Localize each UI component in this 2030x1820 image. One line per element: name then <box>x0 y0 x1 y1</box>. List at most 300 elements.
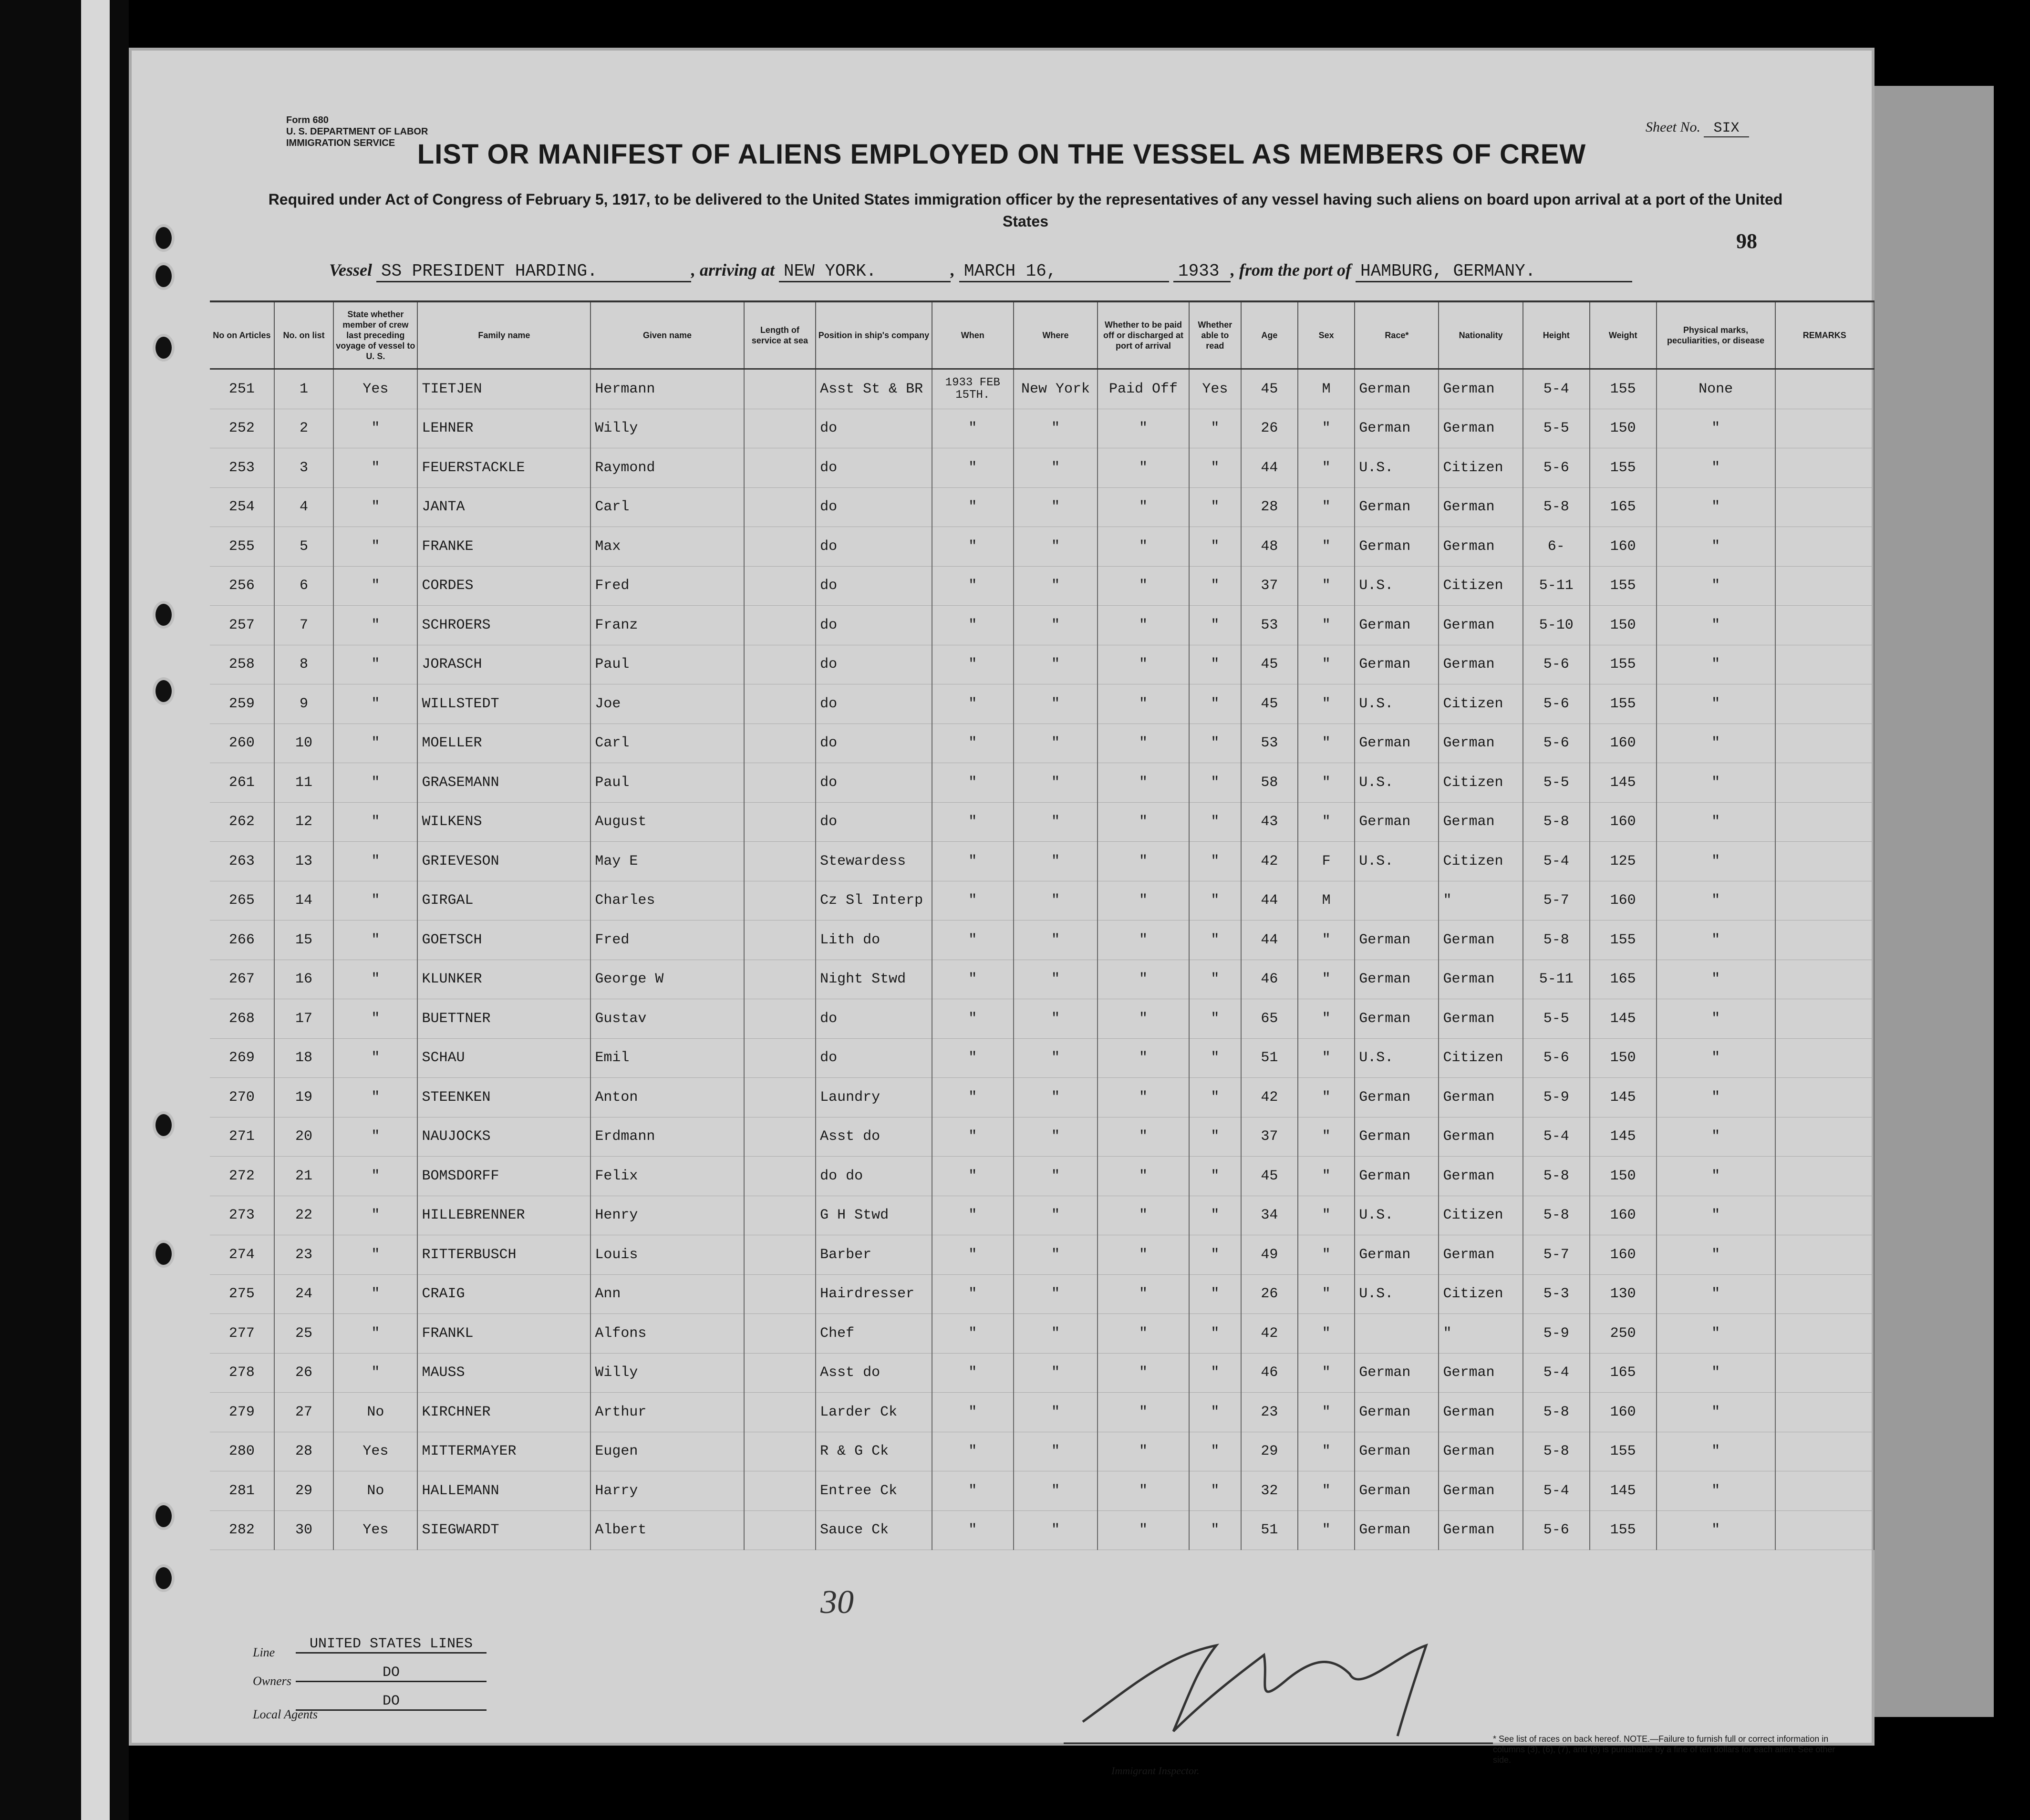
cell-sex: " <box>1298 527 1355 567</box>
cell-position: do <box>816 684 932 724</box>
cell-length <box>744 881 816 920</box>
cell-remarks <box>1775 1432 1875 1471</box>
cell-age: 46 <box>1241 960 1298 999</box>
cell-when: " <box>932 1353 1014 1393</box>
cell-remarks <box>1775 1471 1875 1511</box>
cell-given: Arthur <box>590 1393 744 1432</box>
cell-family: GRASEMANN <box>417 763 590 803</box>
cell-race: German <box>1355 920 1439 960</box>
cell-weight: 155 <box>1590 920 1657 960</box>
table-row <box>210 448 1874 488</box>
cell-weight: 150 <box>1590 606 1657 645</box>
cell-read: " <box>1189 448 1241 488</box>
cell-weight: 160 <box>1590 881 1657 920</box>
cell-age: 48 <box>1241 527 1298 567</box>
col-member: State whether member of crew last preceding voyage of vessel to U. S. <box>333 302 417 369</box>
cell-family: HALLEMANN <box>417 1471 590 1511</box>
cell-art: 252 <box>210 409 274 448</box>
cell-nationality: German <box>1439 1353 1522 1393</box>
cell-weight: 160 <box>1590 527 1657 567</box>
cell-family: GOETSCH <box>417 920 590 960</box>
cell-nationality: German <box>1439 645 1522 684</box>
cell-no: 4 <box>274 487 333 527</box>
cell-position: Entree Ck <box>816 1471 932 1511</box>
cell-when: " <box>932 487 1014 527</box>
cell-given: George W <box>590 960 744 999</box>
cell-age: 42 <box>1241 1314 1298 1354</box>
cell-when: " <box>932 645 1014 684</box>
cell-sex: " <box>1298 1353 1355 1393</box>
cell-given: Franz <box>590 606 744 645</box>
table-row <box>210 960 1874 999</box>
cell-marks: " <box>1657 1393 1775 1432</box>
cell-read: " <box>1189 1235 1241 1275</box>
col-remarks: REMARKS <box>1775 302 1875 369</box>
cell-no: 12 <box>274 802 333 842</box>
cell-family: WILKENS <box>417 802 590 842</box>
cell-race <box>1355 1314 1439 1354</box>
cell-read: " <box>1189 1157 1241 1196</box>
cell-sex: " <box>1298 1235 1355 1275</box>
col-read: Whether able to read <box>1189 302 1241 369</box>
cell-position: do <box>816 1038 932 1078</box>
cell-member: " <box>333 684 417 724</box>
cell-art: 275 <box>210 1274 274 1314</box>
cell-member: No <box>333 1393 417 1432</box>
cell-art: 261 <box>210 763 274 803</box>
cell-when: " <box>932 606 1014 645</box>
cell-height: 5-8 <box>1523 920 1590 960</box>
cell-race: German <box>1355 802 1439 842</box>
cell-no: 15 <box>274 920 333 960</box>
cell-race: U.S. <box>1355 1196 1439 1235</box>
cell-length <box>744 448 816 488</box>
cell-sex: " <box>1298 566 1355 606</box>
cell-when: " <box>932 960 1014 999</box>
cell-race: German <box>1355 960 1439 999</box>
cell-where: " <box>1014 724 1098 763</box>
cell-art: 279 <box>210 1393 274 1432</box>
page-number: 98 <box>1736 229 1757 253</box>
cell-remarks <box>1775 1353 1875 1393</box>
cell-read: " <box>1189 842 1241 881</box>
cell-age: 37 <box>1241 566 1298 606</box>
cell-age: 42 <box>1241 1078 1298 1117</box>
cell-when: " <box>932 684 1014 724</box>
cell-read: " <box>1189 1314 1241 1354</box>
owners-label: Owners <box>253 1674 291 1688</box>
cell-marks: " <box>1657 1157 1775 1196</box>
cell-art: 271 <box>210 1117 274 1157</box>
table-row <box>210 763 1874 803</box>
inspector-label: Immigrant Inspector. <box>1111 1765 1200 1777</box>
cell-race: German <box>1355 369 1439 409</box>
cell-given: Raymond <box>590 448 744 488</box>
cell-where: " <box>1014 763 1098 803</box>
cell-art: 274 <box>210 1235 274 1275</box>
cell-marks: " <box>1657 1117 1775 1157</box>
cell-length <box>744 960 816 999</box>
cell-nationality: Citizen <box>1439 566 1522 606</box>
cell-paid: " <box>1098 527 1189 567</box>
binder-hole <box>153 1502 175 1530</box>
cell-paid: " <box>1098 606 1189 645</box>
cell-when: " <box>932 1117 1014 1157</box>
cell-nationality: German <box>1439 1235 1522 1275</box>
cell-nationality: German <box>1439 920 1522 960</box>
cell-nationality: German <box>1439 409 1522 448</box>
agents-label: Local Agents <box>253 1707 318 1721</box>
cell-member: " <box>333 1038 417 1078</box>
cell-length <box>744 566 816 606</box>
cell-age: 46 <box>1241 1353 1298 1393</box>
cell-member: " <box>333 1274 417 1314</box>
cell-paid: " <box>1098 1196 1189 1235</box>
cell-sex: M <box>1298 369 1355 409</box>
cell-remarks <box>1775 409 1875 448</box>
cell-no: 17 <box>274 999 333 1039</box>
cell-position: do <box>816 566 932 606</box>
cell-paid: " <box>1098 999 1189 1039</box>
cell-member: " <box>333 645 417 684</box>
binder-hole <box>153 1111 175 1139</box>
cell-position: Asst St & BR <box>816 369 932 409</box>
agents-value: DO <box>296 1693 487 1711</box>
cell-nationality: German <box>1439 1117 1522 1157</box>
cell-art: 278 <box>210 1353 274 1393</box>
col-age: Age <box>1241 302 1298 369</box>
cell-height: 5-7 <box>1523 881 1590 920</box>
cell-when: " <box>932 1510 1014 1550</box>
cell-no: 29 <box>274 1471 333 1511</box>
cell-marks: " <box>1657 763 1775 803</box>
cell-family: NAUJOCKS <box>417 1117 590 1157</box>
cell-art: 260 <box>210 724 274 763</box>
table-row <box>210 1510 1874 1550</box>
cell-paid: " <box>1098 920 1189 960</box>
cell-art: 256 <box>210 566 274 606</box>
cell-no: 24 <box>274 1274 333 1314</box>
cell-length <box>744 645 816 684</box>
cell-age: 45 <box>1241 684 1298 724</box>
cell-marks: " <box>1657 1038 1775 1078</box>
cell-race: German <box>1355 645 1439 684</box>
service: IMMIGRATION SERVICE <box>286 138 395 148</box>
cell-no: 25 <box>274 1314 333 1354</box>
cell-paid: " <box>1098 1314 1189 1354</box>
cell-sex: " <box>1298 1393 1355 1432</box>
cell-age: 32 <box>1241 1471 1298 1511</box>
cell-length <box>744 1117 816 1157</box>
cell-age: 43 <box>1241 802 1298 842</box>
cell-where: New York <box>1014 369 1098 409</box>
cell-where: " <box>1014 1274 1098 1314</box>
col-length: Length of service at sea <box>744 302 816 369</box>
table-row <box>210 999 1874 1039</box>
cell-race: German <box>1355 1117 1439 1157</box>
cell-remarks <box>1775 645 1875 684</box>
table-row <box>210 842 1874 881</box>
line-value: UNITED STATES LINES <box>296 1636 487 1654</box>
cell-member: " <box>333 1314 417 1354</box>
cell-race: German <box>1355 1510 1439 1550</box>
cell-no: 10 <box>274 724 333 763</box>
cell-height: 5-5 <box>1523 409 1590 448</box>
cell-height: 5-4 <box>1523 1117 1590 1157</box>
cell-race: German <box>1355 527 1439 567</box>
table-row <box>210 1314 1874 1354</box>
col-no: No. on list <box>274 302 333 369</box>
cell-remarks <box>1775 999 1875 1039</box>
cell-no: 18 <box>274 1038 333 1078</box>
cell-age: 45 <box>1241 369 1298 409</box>
binder-hole <box>153 262 175 290</box>
cell-art: 262 <box>210 802 274 842</box>
cell-sex: " <box>1298 763 1355 803</box>
cell-height: 5-5 <box>1523 999 1590 1039</box>
cell-marks: " <box>1657 1353 1775 1393</box>
cell-nationality: " <box>1439 881 1522 920</box>
cell-paid: " <box>1098 960 1189 999</box>
cell-position: Asst do <box>816 1353 932 1393</box>
cell-no: 11 <box>274 763 333 803</box>
cell-length <box>744 1038 816 1078</box>
cell-remarks <box>1775 606 1875 645</box>
cell-art: 266 <box>210 920 274 960</box>
cell-race: U.S. <box>1355 842 1439 881</box>
cell-weight: 160 <box>1590 1196 1657 1235</box>
cell-race: German <box>1355 1432 1439 1471</box>
cell-nationality: " <box>1439 1314 1522 1354</box>
cell-family: SIEGWARDT <box>417 1510 590 1550</box>
cell-paid: " <box>1098 724 1189 763</box>
cell-member: " <box>333 724 417 763</box>
cell-art: 281 <box>210 1471 274 1511</box>
cell-given: May E <box>590 842 744 881</box>
cell-length <box>744 1353 816 1393</box>
cell-where: " <box>1014 1353 1098 1393</box>
table-row <box>210 487 1874 527</box>
cell-length <box>744 1510 816 1550</box>
table-row <box>210 645 1874 684</box>
cell-marks: " <box>1657 1432 1775 1471</box>
cell-height: 5-6 <box>1523 724 1590 763</box>
cell-race: German <box>1355 1235 1439 1275</box>
cell-race: German <box>1355 724 1439 763</box>
cell-position: Stewardess <box>816 842 932 881</box>
arrival-date: MARCH 16, <box>959 261 1169 282</box>
cell-length <box>744 1432 816 1471</box>
cell-height: 5-10 <box>1523 606 1590 645</box>
cell-no: 30 <box>274 1510 333 1550</box>
cell-member: " <box>333 1196 417 1235</box>
cell-length <box>744 684 816 724</box>
table-body <box>210 369 1874 1550</box>
table-row <box>210 1078 1874 1117</box>
cell-no: 7 <box>274 606 333 645</box>
cell-no: 16 <box>274 960 333 999</box>
cell-family: STEENKEN <box>417 1078 590 1117</box>
cell-weight: 160 <box>1590 1235 1657 1275</box>
cell-art: 253 <box>210 448 274 488</box>
cell-weight: 130 <box>1590 1274 1657 1314</box>
cell-position: do <box>816 606 932 645</box>
cell-art: 258 <box>210 645 274 684</box>
cell-member: " <box>333 1235 417 1275</box>
cell-given: Harry <box>590 1471 744 1511</box>
cell-sex: M <box>1298 881 1355 920</box>
cell-family: MAUSS <box>417 1353 590 1393</box>
cell-given: Felix <box>590 1157 744 1196</box>
table-row <box>210 1432 1874 1471</box>
cell-read: " <box>1189 1510 1241 1550</box>
cell-where: " <box>1014 1157 1098 1196</box>
cell-position: Cz Sl Interp <box>816 881 932 920</box>
cell-remarks <box>1775 1078 1875 1117</box>
cell-sex: " <box>1298 1117 1355 1157</box>
cell-length <box>744 369 816 409</box>
cell-position: R & G Ck <box>816 1432 932 1471</box>
cell-paid: " <box>1098 1038 1189 1078</box>
cell-nationality: German <box>1439 606 1522 645</box>
cell-no: 1 <box>274 369 333 409</box>
cell-height: 5-6 <box>1523 1510 1590 1550</box>
crew-table <box>210 300 1875 1633</box>
cell-where: " <box>1014 1314 1098 1354</box>
cell-age: 29 <box>1241 1432 1298 1471</box>
cell-position: Chef <box>816 1314 932 1354</box>
cell-member: " <box>333 1078 417 1117</box>
cell-age: 26 <box>1241 409 1298 448</box>
cell-age: 44 <box>1241 448 1298 488</box>
cell-given: Carl <box>590 487 744 527</box>
cell-paid: " <box>1098 1353 1189 1393</box>
cell-weight: 145 <box>1590 1117 1657 1157</box>
cell-nationality: Citizen <box>1439 1038 1522 1078</box>
table-row <box>210 802 1874 842</box>
cell-remarks <box>1775 1510 1875 1550</box>
page-title: LIST OR MANIFEST OF ALIENS EMPLOYED ON THE VESSEL AS MEMBERS OF CREW <box>417 139 1586 170</box>
table-row <box>210 1353 1874 1393</box>
cell-when: " <box>932 724 1014 763</box>
cell-weight: 160 <box>1590 1393 1657 1432</box>
cell-paid: Paid Off <box>1098 369 1189 409</box>
cell-read: " <box>1189 645 1241 684</box>
cell-paid: " <box>1098 448 1189 488</box>
cell-given: Willy <box>590 409 744 448</box>
vessel-line: Vessel SS PRESIDENT HARDING. , arriving at NEW YORK. , MARCH 16, 1933 , from the port of HAMBURG, GERMANY. <box>329 260 1632 282</box>
cell-read: " <box>1189 763 1241 803</box>
cell-remarks <box>1775 369 1875 409</box>
cell-remarks <box>1775 724 1875 763</box>
cell-member: " <box>333 606 417 645</box>
cell-member: " <box>333 448 417 488</box>
table-row <box>210 881 1874 920</box>
cell-family: MOELLER <box>417 724 590 763</box>
cell-family: JORASCH <box>417 645 590 684</box>
cell-read: " <box>1189 1038 1241 1078</box>
cell-given: Ann <box>590 1274 744 1314</box>
cell-no: 22 <box>274 1196 333 1235</box>
col-given: Given name <box>590 302 744 369</box>
cell-length <box>744 1393 816 1432</box>
cell-weight: 125 <box>1590 842 1657 881</box>
cell-marks: " <box>1657 1078 1775 1117</box>
cell-given: Fred <box>590 920 744 960</box>
cell-given: Carl <box>590 724 744 763</box>
cell-member: " <box>333 1117 417 1157</box>
table-row <box>210 684 1874 724</box>
cell-remarks <box>1775 1393 1875 1432</box>
col-where: Where <box>1014 302 1098 369</box>
cell-weight: 165 <box>1590 487 1657 527</box>
arrival-year: 1933 <box>1173 261 1231 282</box>
cell-art: 259 <box>210 684 274 724</box>
cell-paid: " <box>1098 645 1189 684</box>
from-label: from the port of <box>1239 260 1352 279</box>
cell-when: " <box>932 566 1014 606</box>
cell-height: 5-8 <box>1523 1432 1590 1471</box>
page-subtitle: Required under Act of Congress of February 5, 1917, to be delivered to the United States immigration officer by the representatives of any vessel having such aliens on board upon arrival at a port of the United States <box>268 191 1783 230</box>
cell-sex: " <box>1298 1196 1355 1235</box>
binder-hole <box>153 224 175 252</box>
cell-position: do <box>816 527 932 567</box>
cell-sex: " <box>1298 1038 1355 1078</box>
cell-paid: " <box>1098 1078 1189 1117</box>
table-row <box>210 1117 1874 1157</box>
cell-weight: 155 <box>1590 369 1657 409</box>
department: U. S. DEPARTMENT OF LABOR <box>286 126 428 137</box>
cell-read: " <box>1189 566 1241 606</box>
cell-member: " <box>333 999 417 1039</box>
cell-height: 5-6 <box>1523 645 1590 684</box>
cell-sex: " <box>1298 724 1355 763</box>
cell-no: 5 <box>274 527 333 567</box>
cell-height: 5-11 <box>1523 566 1590 606</box>
sheet-label: Sheet No. <box>1646 119 1700 135</box>
cell-length <box>744 1471 816 1511</box>
vessel-label: Vessel <box>329 260 372 279</box>
cell-height: 5-6 <box>1523 1038 1590 1078</box>
cell-marks: " <box>1657 960 1775 999</box>
cell-family: SCHAU <box>417 1038 590 1078</box>
cell-height: 5-8 <box>1523 487 1590 527</box>
cell-position: do do <box>816 1157 932 1196</box>
cell-height: 6- <box>1523 527 1590 567</box>
cell-weight: 145 <box>1590 999 1657 1039</box>
cell-remarks <box>1775 1038 1875 1078</box>
cell-race: U.S. <box>1355 1038 1439 1078</box>
cell-when: " <box>932 1038 1014 1078</box>
cell-nationality: Citizen <box>1439 684 1522 724</box>
cell-given: Joe <box>590 684 744 724</box>
cell-family: CORDES <box>417 566 590 606</box>
cell-remarks <box>1775 1314 1875 1354</box>
cell-nationality: German <box>1439 1157 1522 1196</box>
binder-hole <box>153 334 175 362</box>
cell-position: do <box>816 763 932 803</box>
cell-paid: " <box>1098 1157 1189 1196</box>
cell-nationality: German <box>1439 999 1522 1039</box>
cell-paid: " <box>1098 763 1189 803</box>
cell-marks: " <box>1657 1196 1775 1235</box>
cell-family: WILLSTEDT <box>417 684 590 724</box>
cell-sex: " <box>1298 409 1355 448</box>
cell-race: U.S. <box>1355 763 1439 803</box>
cell-art: 270 <box>210 1078 274 1117</box>
cell-nationality: German <box>1439 369 1522 409</box>
cell-marks: " <box>1657 802 1775 842</box>
